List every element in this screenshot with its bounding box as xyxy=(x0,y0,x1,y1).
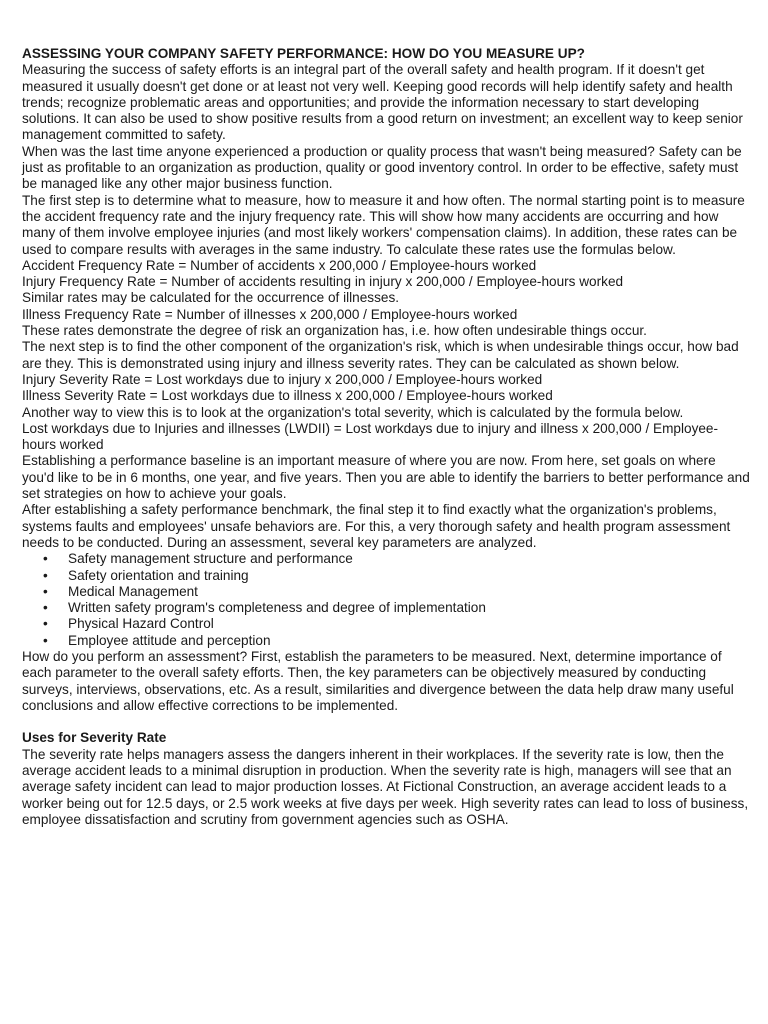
formula-illness-frequency: Illness Frequency Rate = Number of illnesses x 200,000 / Employee-hours worked xyxy=(22,306,518,322)
list-item: • Safety orientation and training xyxy=(68,568,750,584)
list-item: • Medical Management xyxy=(68,584,750,600)
formula-injury-severity: Injury Severity Rate = Lost workdays due to injury x 200,000 / Employee-hours worked xyxy=(22,371,543,387)
paragraph-severity-rate: The severity rate helps managers assess the dangers inherent in their workplaces. If the severity rate is low, then the average accident leads to a minimal disruption in production. When the severity rate is high, managers will see that an average safety incident can lead to major production losses. At Fictional Construction, an average accident leads to a worker being out for 12.5 days, or 2.5 work weeks at five days per week. High severity rates can lead to loss of business, employee dissatisfaction and scrutiny from government agencies such as OSHA. xyxy=(22,746,749,827)
paragraph-total-severity: Another way to view this is to look at the organization's total severity, which is calculated by the formula below. xyxy=(22,404,684,420)
document-page xyxy=(22,46,750,828)
formula-injury-frequency: Injury Frequency Rate = Number of accidents resulting in injury x 200,000 / Employee-hours worked xyxy=(22,274,624,290)
paragraph-intro: Measuring the success of safety efforts is an integral part of the overall safety and health program. If it doesn't get measured it usually doesn't get done or at least not very well. Keeping good records will help identify safety and health trends; recognize problematic areas and opportunities; and provide the information necessary to start developing solutions. It can also be used to show positive results from a good return on investment; an excellent way to keep senior management committed to safety. xyxy=(22,62,743,143)
list-item: • Written safety program's completeness and degree of implementation xyxy=(68,600,750,616)
section-heading: Uses for Severity Rate xyxy=(22,730,167,746)
formula-lwdii: Lost workdays due to Injuries and illnesses (LWDII) = Lost workdays due to injury and illness x 200,000 / Employee-hours worked xyxy=(22,420,719,453)
paragraph-profitability: When was the last time anyone experienced a production or quality process that wasn't being measured? Safety can be just as profitable to an organization as production, quality or good inventory control. In order to be effective, safety must be managed like any other major business function. xyxy=(22,143,742,192)
paragraph-first-step: The first step is to determine what to measure, how to measure it and how often. The normal starting point is to measure the accident frequency rate and the injury frequency rate. This will show how many accidents are occurring and how many of them involve employee injuries (and most likely workers' compensation claims). In addition, these rates can be used to compare results with averages in the same industry. To calculate these rates use the formulas below. xyxy=(22,192,745,257)
list-item: • Physical Hazard Control xyxy=(68,616,750,632)
key-parameters-list xyxy=(22,551,750,649)
formula-illness-severity: Illness Severity Rate = Lost workdays due to illness x 200,000 / Employee-hours worked xyxy=(22,388,553,404)
blank-line xyxy=(22,714,750,730)
list-item: • Employee attitude and perception xyxy=(68,633,750,649)
paragraph-baseline: Establishing a performance baseline is an important measure of where you are now. From here, set goals on where you'd like to be in 6 months, one year, and five years. Then you are able to identify the barriers to better performance and set strategies on how to achieve your goals. xyxy=(22,453,750,502)
list-item: • Safety management structure and performance xyxy=(68,551,750,567)
paragraph-similar-rates: Similar rates may be calculated for the occurrence of illnesses. xyxy=(22,290,400,306)
paragraph-benchmark: After establishing a safety performance benchmark, the final step it to find exactly what the organization's problems, systems faults and employees' unsafe behaviors are. For this, a very thorough safety and health program assessment needs to be conducted. During an assessment, several key parameters are analyzed. xyxy=(22,502,731,550)
formula-accident-frequency: Accident Frequency Rate = Number of accidents x 200,000 / Employee-hours worked xyxy=(22,257,537,273)
paragraph-next-step: The next step is to find the other component of the organization's risk, which is when undesirable things occur, how bad are they. This is demonstrated using injury and illness severity rates. They can be calculated as shown below. xyxy=(22,339,739,371)
paragraph-degree-of-risk: These rates demonstrate the degree of risk an organization has, i.e. how often undesirable things occur. xyxy=(22,323,647,339)
paragraph-assessment: How do you perform an assessment? First, establish the parameters to be measured. Next, determine importance of each parameter to the overall safety efforts. Then, the key parameters can be objectively measured by conducting surveys, interviews, observations, etc. As a result, similarities and divergence between the data help draw many useful conclusions and allow effective corrections to be implemented. xyxy=(22,648,734,713)
document-title: ASSESSING YOUR COMPANY SAFETY PERFORMANCE: HOW DO YOU MEASURE UP? xyxy=(22,46,585,61)
